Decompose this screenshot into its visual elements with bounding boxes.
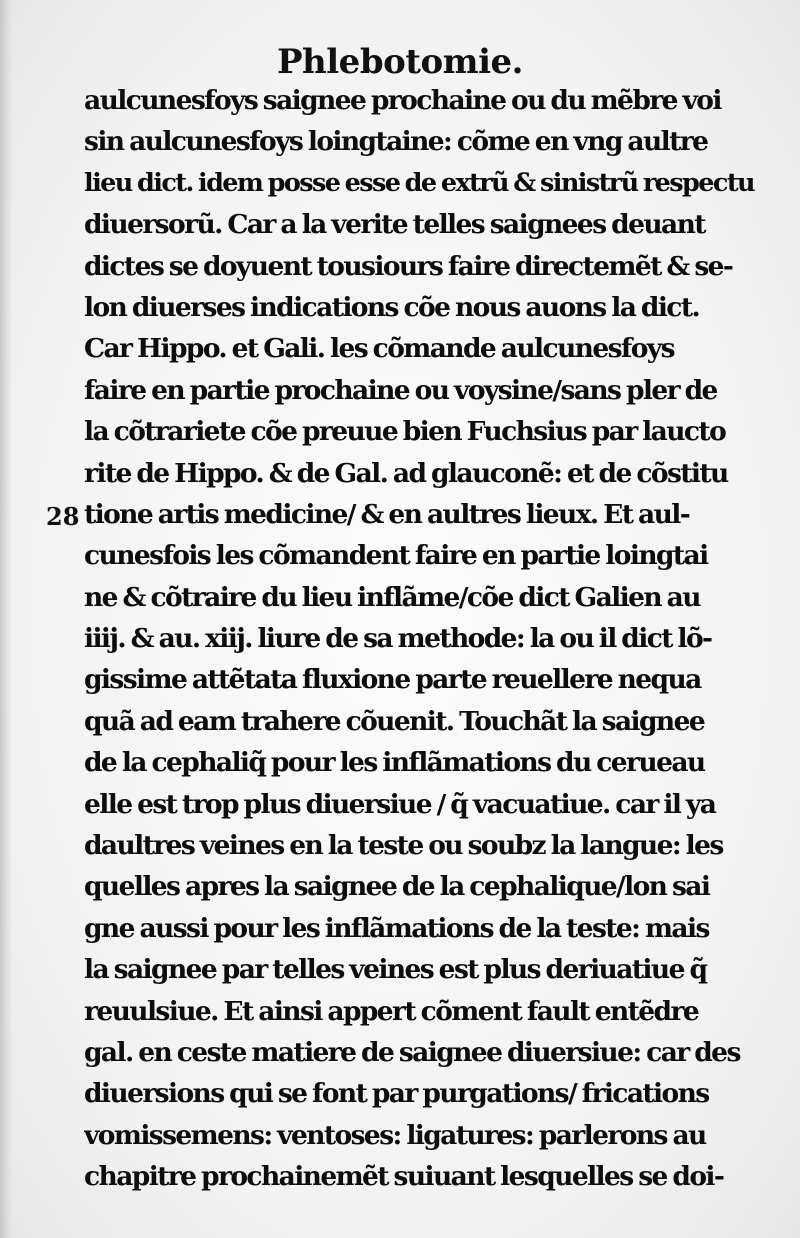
text-line: cunesfois les cõmandent faire en partie loingtai bbox=[84, 540, 708, 572]
running-title: Phlebotomie. bbox=[276, 42, 524, 82]
text-line: Car Hippo. et Gali. les cõmande aulcunesfoys bbox=[84, 333, 674, 365]
text-line: lieu dict. idem posse esse de extrũ & sinistrũ respectu bbox=[84, 167, 754, 198]
text-line: gal. en ceste matiere de saignee diuersiue: car des bbox=[84, 1036, 740, 1068]
text-line: sin aulcunesfoys loingtaine: cõme en vng aultre bbox=[84, 126, 708, 158]
text-line: tione artis medicine/ & en aultres lieux. Et aul- bbox=[84, 498, 690, 530]
margin-number: 28 bbox=[46, 502, 80, 531]
text-line: gissime attẽtata fluxione parte reuellere nequa bbox=[84, 664, 701, 696]
text-line: quã ad eam trahere cõuenit. Touchãt la saignee bbox=[84, 705, 705, 737]
text-line: de la cephaliq̃ pour les inflãmations du cerueau bbox=[84, 747, 705, 779]
text-line: chapitre prochainemẽt suiuant lesquelles se doi- bbox=[84, 1161, 724, 1193]
text-line: la cõtrariete cõe preuue bien Fuchsius par laucto bbox=[84, 416, 726, 448]
text-line: gne aussi pour les inflãmations de la teste: mais bbox=[84, 912, 709, 944]
text-line: rite de Hippo. & de Gal. ad glauconẽ: et de cõstitu bbox=[84, 457, 728, 489]
text-line: la saignee par telles veines est plus deriuatiue q̃ bbox=[84, 954, 707, 986]
text-line: elle est trop plus diuersiue / q̃ vacuatiue. car il ya bbox=[84, 788, 716, 820]
text-line: lon diuerses indications cõe nous auons la dict. bbox=[84, 291, 700, 323]
text-line: reuulsiue. Et ainsi appert cõment fault entẽdre bbox=[84, 995, 699, 1027]
text-line: daultres veines en la teste ou soubz la langue: les bbox=[84, 830, 723, 862]
text-line: faire en partie prochaine ou voysine/sans pler de bbox=[84, 374, 717, 406]
body-text bbox=[84, 80, 766, 1198]
text-line: diuersions qui se font par purgations/ frications bbox=[84, 1078, 709, 1110]
page-gutter-shadow bbox=[0, 0, 12, 1238]
text-line: diuersorũ. Car a la verite telles saignees deuant bbox=[84, 209, 705, 241]
text-line: iiij. & au. xiij. liure de sa methode: la ou il dict lõ- bbox=[84, 623, 712, 655]
text-line: dictes se doyuent tousiours faire directemẽt & se- bbox=[84, 250, 733, 282]
text-line: ne & cõtraire du lieu inflãme/cõe dict Galien au bbox=[84, 581, 700, 613]
text-line: vomissemens: ventoses: ligatures: parlerons au bbox=[84, 1119, 706, 1151]
text-line: quelles apres la saignee de la cephalique/lon sai bbox=[84, 871, 710, 903]
text-line: aulcunesfoys saignee prochaine ou du mẽbre voi bbox=[84, 85, 721, 116]
